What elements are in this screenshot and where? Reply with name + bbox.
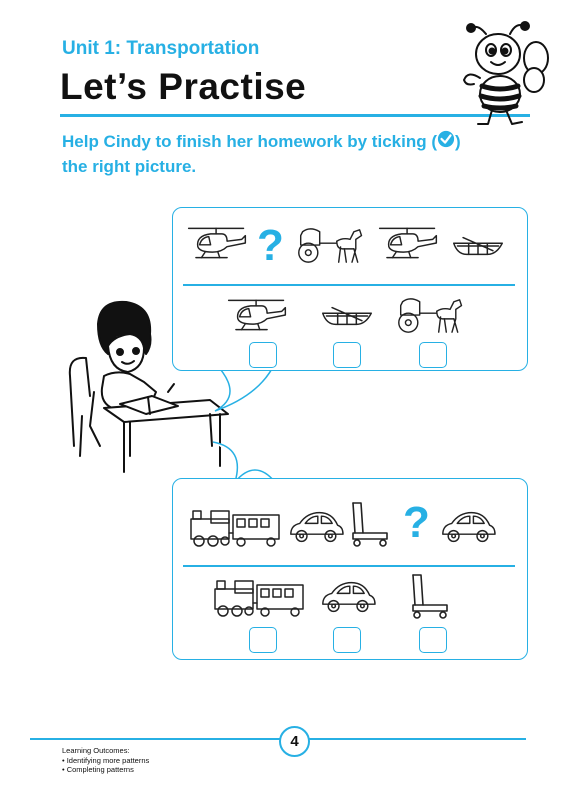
answer-checkbox-helicopter[interactable] bbox=[249, 342, 277, 368]
horse-carriage-icon bbox=[295, 224, 371, 268]
learning-outcome-item: • Identifying more patterns bbox=[62, 755, 150, 765]
car-icon bbox=[287, 509, 345, 545]
question-mark: ? bbox=[403, 498, 430, 547]
boat-option-icon bbox=[319, 302, 375, 330]
learning-outcomes-title: Learning Outcomes: bbox=[62, 746, 130, 755]
train-option-icon bbox=[211, 575, 307, 619]
unit-title: Unit 1: Transportation bbox=[62, 38, 260, 59]
trolley-option-icon bbox=[407, 571, 451, 621]
footer-rule-right bbox=[308, 738, 526, 740]
trolley-icon bbox=[347, 499, 391, 549]
answer-checkbox-boat[interactable] bbox=[333, 342, 361, 368]
helicopter-icon bbox=[376, 222, 440, 264]
learning-outcome-item: • Completing patterns bbox=[62, 765, 134, 774]
question-1-divider bbox=[183, 284, 515, 286]
car-option-icon bbox=[319, 579, 377, 615]
helicopter-icon bbox=[185, 222, 249, 264]
answer-checkbox-car[interactable] bbox=[333, 627, 361, 653]
train-icon bbox=[187, 505, 283, 549]
answer-checkbox-horse-carriage[interactable] bbox=[419, 342, 447, 368]
answer-checkbox-trolley[interactable] bbox=[419, 627, 447, 653]
page-number: 4 bbox=[279, 726, 310, 757]
question-2-divider bbox=[183, 565, 515, 567]
helicopter-option-icon bbox=[225, 294, 289, 336]
question-1-panel bbox=[172, 207, 528, 371]
boat-icon bbox=[450, 232, 506, 260]
question-mark: ? bbox=[257, 221, 284, 270]
answer-checkbox-train[interactable] bbox=[249, 627, 277, 653]
check-icon bbox=[437, 130, 455, 155]
learning-outcomes bbox=[62, 746, 149, 775]
instruction-text bbox=[62, 130, 462, 179]
question-2-panel bbox=[172, 478, 528, 660]
footer-rule-left bbox=[30, 738, 280, 740]
instruction-part-2: ) the right picture. bbox=[62, 132, 461, 177]
bee-mascot-icon bbox=[458, 20, 550, 132]
page-title: Let’s Practise bbox=[60, 66, 307, 107]
horse-carriage-option-icon bbox=[395, 294, 471, 338]
instruction-part-1: Help Cindy to finish her homework by ticking ( bbox=[62, 132, 437, 151]
car-icon bbox=[439, 509, 497, 545]
